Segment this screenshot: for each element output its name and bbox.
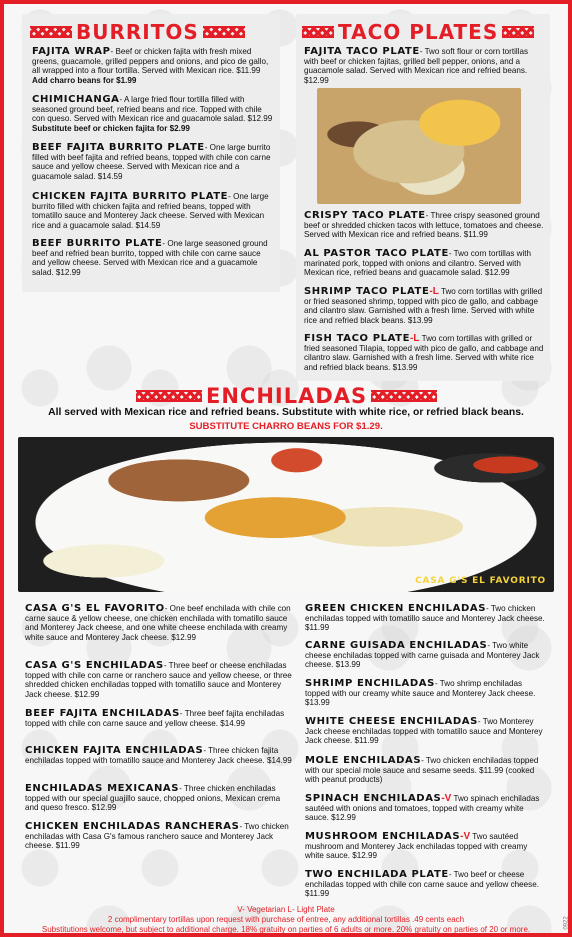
menu-item-beef-burrito [32,239,274,277]
menu-item-crispy-taco-plate [304,211,544,240]
item-name: CARNE GUISADA ENCHILADAS [305,640,488,651]
item-name: SHRIMP TACO PLATE [304,286,430,297]
item-name: CHICKEN FAJITA BURRITO PLATE [32,191,229,202]
menu-item-chicken-rancheras [25,822,293,851]
menu-item-chimichanga [32,95,274,133]
item-description: - A large fried flour tortilla filled with seasoned ground beef, refried beans and rice. Topped with chile con queso. Served with Mexican rice and guacamole salad. $12.99 [32,95,273,124]
menu-item-fajita-taco-plate [304,47,544,85]
substitution-note: Substitutions welcome, but subject to additional charge. 18% gratuity on parties of 6 adults or more. 20% gratuity on parties of 20 or more. [41,925,531,934]
enchiladas-photo [18,437,554,592]
item-name: SHRIMP ENCHILADAS [305,678,435,689]
menu-item-al-pastor-taco-plate [304,249,544,278]
item-description: - Two corn tortillas with marinated pork, topped with onions and cilantro. Served with Mexican rice, refried beans and guacamole salad. $12.99 [304,249,532,278]
menu-item-chicken-fajita-burrito [32,192,274,230]
vegetarian-tag: -V [441,793,452,804]
item-description: - Beef or chicken fajita with fresh mixed greens, guacamole, grilled peppers and onions, and pico de gallo, all wrapped into a flour tortilla. Served with Mexican rice. $11.99 [32,47,269,76]
item-description: Two spinach enchiladas sautéed with onions and tomatoes, topped with creamy white sauce. $12.99 [305,794,540,823]
menu-item-shrimp-taco-plate [304,287,544,325]
taco-plate-photo [317,88,521,204]
item-name: ENCHILADAS MEXICANAS [25,783,180,794]
decorative-border-icon [136,390,202,402]
item-description: - One large burrito filled with chicken fajita and refried beans, topped with tomatillo sauce and Monterey Jack cheese. Served with Mexican rice and a guacamole salad. $14.59 [32,192,269,230]
item-name: BEEF FAJITA BURRITO PLATE [32,142,205,153]
enchiladas-heading [136,384,437,408]
menu-item-fish-taco-plate [304,334,544,372]
menu-item-white-cheese-enchiladas [305,717,547,746]
item-description: - Three beef or cheese enchiladas topped with chile con carne or ranchero sauce and yellow cheese, or three shredded chicken enchiladas topped with tomatillo sauce and Monterey Jack cheese. $12.99 [25,661,292,699]
photo-caption: CASA G'S EL FAVORITO [415,576,546,586]
item-name: SPINACH ENCHILADAS [305,793,442,804]
menu-item-beef-fajita-enchiladas [25,709,293,728]
menu-item-two-enchilada-plate [305,870,547,899]
item-description: - Three chicken fajita enchiladas topped with tomatillo sauce and Monterey Jack cheese. $14.99 [25,746,292,765]
menu-item-el-favorito [25,604,293,642]
burritos-title: BURRITOS [76,20,199,44]
decorative-border-icon [30,26,72,38]
item-name: CRISPY TACO PLATE [304,210,426,221]
menu-item-casa-g-enchiladas [25,661,293,699]
menu-item-beef-fajita-burrito [32,143,274,181]
item-note: Add charro beans for $1.99 [32,75,137,85]
item-name: FISH TACO PLATE [304,333,411,344]
menu-item-shrimp-enchiladas [305,679,547,708]
item-name: CASA G'S ENCHILADAS [25,660,164,671]
taco-plates-title: TACO PLATES [338,20,499,44]
item-description: - Two Monterey Jack cheese enchiladas topped with tomatillo sauce and Monterey Jack cheese. $11.99 [305,717,543,746]
dietary-legend: V- Vegetarian L- Light Plate [237,905,335,914]
item-name: GREEN CHICKEN ENCHILADAS [305,603,487,614]
menu-item-enchiladas-mexicanas [25,784,293,813]
item-description: - Two chicken enchiladas with Casa G's famous ranchero sauce and Monterey Jack cheese. $11.99 [25,822,289,851]
item-description: Two corn tortillas with grilled or fried seasoned Tilapia, topped with pico de gallo, and cabbage and cilantro slaw. Garnished with a fresh lime. Served with white rice and refried black beans. $13.99 [304,334,544,372]
item-name: MUSHROOM ENCHILADAS [305,831,461,842]
tortilla-note: 2 complimentary tortillas upon request with purchase of entree, any additional tortillas .49 cents each [107,915,465,924]
item-description: - One beef enchilada with chile con carne sauce & yellow cheese, one chicken enchilada with tomatillo sauce and Monterey Jack cheese, and one white cheese enchilada with creamy white sauce and Monterey Jack cheese. $12.99 [25,604,291,642]
light-plate-tag: -L [410,333,420,344]
decorative-border-icon [302,26,334,38]
item-note: Substitute beef or chicken fajita for $2.99 [32,123,190,133]
page-code: 0922 [563,916,570,930]
item-description: - Three beef fajita enchiladas topped with chile con carne sauce and yellow cheese. $14.99 [25,709,285,728]
item-description: - One large burrito filled with beef fajita and refried beans, topped with chile con carne sauce and yellow cheese. Served with Mexican rice and a guacamole salad. $14.59 [32,143,271,181]
menu-item-mole-enchiladas [305,756,547,785]
item-description: - Three crispy seasoned ground beef or shredded chicken tacos with lettuce, tomatoes and cheese. Served with Mexican rice and refried beans. $11.99 [304,211,544,240]
item-description: - Three chicken enchiladas topped with our special guajillo sauce, chopped onions, Mexican crema and queso fresco. $12.99 [25,784,281,813]
decorative-border-icon [502,26,534,38]
item-name: FAJITA WRAP [32,46,111,57]
item-name: CASA G'S EL FAVORITO [25,603,165,614]
item-description: - Two soft flour or corn tortillas with beef or chicken fajitas, grilled bell pepper, onions, and a guacamole salad. Served with Mexican rice and refried beans. $12.99 [304,47,529,85]
item-name: FAJITA TACO PLATE [304,46,420,57]
item-name: BEEF FAJITA ENCHILADAS [25,708,180,719]
charro-beans-note: SUBSTITUTE CHARRO BEANS FOR $1.29. [189,421,383,432]
item-description: - One large seasoned ground beef and refried bean burrito, topped with chile con carne sauce and yellow cheese. Served with Mexican rice and a guacamole salad. $12.99 [32,239,268,277]
menu-item-chicken-fajita-enchiladas [25,746,293,765]
enchiladas-title: ENCHILADAS [206,384,368,408]
item-description: - Two chicken enchiladas topped with our special mole sauce and sesame seeds. $11.99 (cooked with peanut products) [305,756,539,785]
menu-item-carne-guisada-enchiladas [305,641,547,670]
decorative-border-icon [203,26,245,38]
item-name: TWO ENCHILADA PLATE [305,869,449,880]
item-description: - Two beef or cheese enchiladas topped with chile con carne sauce and yellow cheese. $11.99 [305,870,539,899]
menu-item-green-chicken-enchiladas [305,604,547,633]
decorative-border-icon [371,390,437,402]
menu-item-mushroom-enchiladas [305,832,547,861]
item-name: BEEF BURRITO PLATE [32,238,163,249]
vegetarian-tag: -V [460,831,471,842]
light-plate-tag: -L [429,286,439,297]
item-name: CHICKEN ENCHILADAS RANCHERAS [25,821,240,832]
enchiladas-subtitle: All served with Mexican rice and refried beans. Substitute with white rice, or refried black beans. [48,407,524,418]
menu-item-fajita-wrap [32,47,274,85]
burritos-heading [30,20,245,44]
item-description: Two sautéed mushroom and Monterey Jack enchiladas topped with creamy white sauce. $12.99 [305,832,528,861]
item-name: MOLE ENCHILADAS [305,755,422,766]
item-description: - Two chicken enchiladas topped with tomatillo sauce and Monterey Jack cheese. $11.99 [305,604,545,633]
item-name: AL PASTOR TACO PLATE [304,248,449,259]
taco-plates-heading [302,20,534,44]
item-name: CHIMICHANGA [32,94,120,105]
menu-item-spinach-enchiladas [305,794,547,823]
item-name: WHITE CHEESE ENCHILADAS [305,716,478,727]
item-description: - Two shrimp enchiladas topped with our creamy white sauce and Monterey Jack cheese. $13.99 [305,679,536,708]
item-description: - Two white cheese enchiladas topped with carne guisada and Monterey Jack cheese. $13.99 [305,641,540,670]
item-name: CHICKEN FAJITA ENCHILADAS [25,745,204,756]
item-description: Two corn tortillas with grilled or fried seasoned shrimp, topped with pico de gallo, and cabbage and cilantro slaw. Garnished with a fresh lime. Served with white rice and refried black beans. $13.99 [304,287,543,325]
